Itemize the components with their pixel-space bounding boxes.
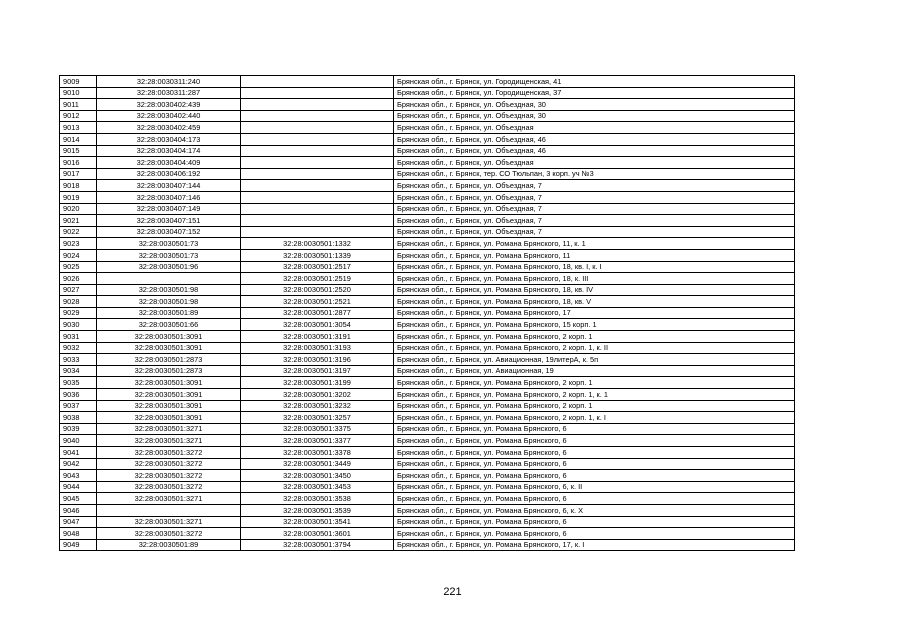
object-cadastral-number-cell — [241, 76, 394, 88]
address-cell: Брянская обл., г. Брянск, ул. Романа Брянского, 2 корп. 1 — [394, 331, 795, 343]
address-cell: Брянская обл., г. Брянск, ул. Романа Брянского, 6 — [394, 435, 795, 447]
row-number-cell: 9023 — [60, 238, 97, 250]
land-cadastral-number-cell: 32:28:0030501:3272 — [97, 458, 241, 470]
address-cell: Брянская обл., г. Брянск, ул. Авиационная, 19 — [394, 365, 795, 377]
land-cadastral-number-cell: 32:28:0030407:149 — [97, 203, 241, 215]
land-cadastral-number-cell: 32:28:0030501:96 — [97, 261, 241, 273]
row-number-cell: 9027 — [60, 284, 97, 296]
row-number-cell: 9020 — [60, 203, 97, 215]
land-cadastral-number-cell: 32:28:0030501:3272 — [97, 470, 241, 482]
row-number-cell: 9041 — [60, 447, 97, 459]
table-row — [60, 528, 795, 540]
object-cadastral-number-cell — [241, 226, 394, 238]
address-cell: Брянская обл., г. Брянск, ул. Объездная, 30 — [394, 99, 795, 111]
row-number-cell: 9010 — [60, 87, 97, 99]
address-cell: Брянская обл., г. Брянск, ул. Авиационная, 19литерА, к. 5п — [394, 354, 795, 366]
land-cadastral-number-cell: 32:28:0030501:2873 — [97, 354, 241, 366]
object-cadastral-number-cell — [241, 110, 394, 122]
object-cadastral-number-cell — [241, 133, 394, 145]
object-cadastral-number-cell — [241, 157, 394, 169]
registry-table-body — [60, 76, 795, 551]
object-cadastral-number-cell — [241, 215, 394, 227]
land-cadastral-number-cell: 32:28:0030501:98 — [97, 284, 241, 296]
table-row — [60, 481, 795, 493]
row-number-cell: 9012 — [60, 110, 97, 122]
land-cadastral-number-cell: 32:28:0030311:287 — [97, 87, 241, 99]
page-number: 221 — [443, 586, 462, 598]
object-cadastral-number-cell: 32:28:0030501:3794 — [241, 539, 394, 551]
land-cadastral-number-cell: 32:28:0030501:3271 — [97, 493, 241, 505]
table-row — [60, 342, 795, 354]
row-number-cell: 9040 — [60, 435, 97, 447]
row-number-cell: 9025 — [60, 261, 97, 273]
land-cadastral-number-cell: 32:28:0030407:146 — [97, 191, 241, 203]
table-row — [60, 180, 795, 192]
address-cell: Брянская обл., г. Брянск, ул. Объездная, 46 — [394, 133, 795, 145]
object-cadastral-number-cell: 32:28:0030501:3193 — [241, 342, 394, 354]
land-cadastral-number-cell — [97, 504, 241, 516]
land-cadastral-number-cell: 32:28:0030404:173 — [97, 133, 241, 145]
object-cadastral-number-cell: 32:28:0030501:3601 — [241, 528, 394, 540]
table-row — [60, 516, 795, 528]
table-row — [60, 377, 795, 389]
table-row — [60, 99, 795, 111]
table-row — [60, 145, 795, 157]
address-cell: Брянская обл., г. Брянск, ул. Романа Брянского, 2 корп. 1, к. II — [394, 342, 795, 354]
land-cadastral-number-cell: 32:28:0030311:240 — [97, 76, 241, 88]
row-number-cell: 9048 — [60, 528, 97, 540]
address-cell: Брянская обл., г. Брянск, ул. Романа Брянского, 11, к. 1 — [394, 238, 795, 250]
address-cell: Брянская обл., г. Брянск, ул. Романа Брянского, 17 — [394, 307, 795, 319]
address-cell: Брянская обл., г. Брянск, ул. Романа Брянского, 6 — [394, 470, 795, 482]
land-cadastral-number-cell: 32:28:0030501:3271 — [97, 516, 241, 528]
object-cadastral-number-cell: 32:28:0030501:3197 — [241, 365, 394, 377]
object-cadastral-number-cell: 32:28:0030501:3450 — [241, 470, 394, 482]
land-cadastral-number-cell: 32:28:0030402:440 — [97, 110, 241, 122]
row-number-cell: 9045 — [60, 493, 97, 505]
table-row — [60, 191, 795, 203]
object-cadastral-number-cell: 32:28:0030501:2520 — [241, 284, 394, 296]
object-cadastral-number-cell: 32:28:0030501:3377 — [241, 435, 394, 447]
object-cadastral-number-cell — [241, 180, 394, 192]
address-cell: Брянская обл., г. Брянск, ул. Объездная, 7 — [394, 215, 795, 227]
land-cadastral-number-cell: 32:28:0030402:439 — [97, 99, 241, 111]
row-number-cell: 9032 — [60, 342, 97, 354]
object-cadastral-number-cell: 32:28:0030501:3202 — [241, 389, 394, 401]
table-row — [60, 87, 795, 99]
address-cell: Брянская обл., г. Брянск, ул. Городищенская, 41 — [394, 76, 795, 88]
object-cadastral-number-cell — [241, 145, 394, 157]
row-number-cell: 9047 — [60, 516, 97, 528]
land-cadastral-number-cell: 32:28:0030501:3272 — [97, 481, 241, 493]
address-cell: Брянская обл., г. Брянск, ул. Романа Брянского, 17, к. I — [394, 539, 795, 551]
table-row — [60, 435, 795, 447]
row-number-cell: 9035 — [60, 377, 97, 389]
table-row — [60, 284, 795, 296]
object-cadastral-number-cell: 32:28:0030501:3257 — [241, 412, 394, 424]
object-cadastral-number-cell — [241, 87, 394, 99]
object-cadastral-number-cell: 32:28:0030501:3199 — [241, 377, 394, 389]
row-number-cell: 9024 — [60, 249, 97, 261]
registry-table — [59, 75, 795, 551]
row-number-cell: 9018 — [60, 180, 97, 192]
row-number-cell: 9017 — [60, 168, 97, 180]
object-cadastral-number-cell: 32:28:0030501:1339 — [241, 249, 394, 261]
address-cell: Брянская обл., г. Брянск, ул. Романа Брянского, 2 корп. 1, к. I — [394, 412, 795, 424]
land-cadastral-number-cell: 32:28:0030501:3091 — [97, 331, 241, 343]
address-cell: Брянская обл., г. Брянск, ул. Романа Брянского, 6 — [394, 493, 795, 505]
land-cadastral-number-cell: 32:28:0030501:66 — [97, 319, 241, 331]
table-row — [60, 261, 795, 273]
address-cell: Брянская обл., г. Брянск, ул. Романа Брянского, 6 — [394, 528, 795, 540]
row-number-cell: 9036 — [60, 389, 97, 401]
address-cell: Брянская обл., г. Брянск, ул. Романа Брянского, 2 корп. 1, к. 1 — [394, 389, 795, 401]
land-cadastral-number-cell: 32:28:0030501:73 — [97, 238, 241, 250]
land-cadastral-number-cell: 32:28:0030501:3091 — [97, 377, 241, 389]
row-number-cell: 9031 — [60, 331, 97, 343]
object-cadastral-number-cell — [241, 168, 394, 180]
object-cadastral-number-cell — [241, 122, 394, 134]
object-cadastral-number-cell: 32:28:0030501:1332 — [241, 238, 394, 250]
object-cadastral-number-cell: 32:28:0030501:2877 — [241, 307, 394, 319]
table-row — [60, 133, 795, 145]
row-number-cell: 9009 — [60, 76, 97, 88]
land-cadastral-number-cell: 32:28:0030407:152 — [97, 226, 241, 238]
table-row — [60, 249, 795, 261]
address-cell: Брянская обл., г. Брянск, ул. Городищенская, 37 — [394, 87, 795, 99]
address-cell: Брянская обл., г. Брянск, ул. Романа Брянского, 18, к. III — [394, 273, 795, 285]
table-row — [60, 319, 795, 331]
table-row — [60, 458, 795, 470]
row-number-cell: 9019 — [60, 191, 97, 203]
row-number-cell: 9029 — [60, 307, 97, 319]
land-cadastral-number-cell: 32:28:0030402:459 — [97, 122, 241, 134]
row-number-cell: 9033 — [60, 354, 97, 366]
row-number-cell: 9046 — [60, 504, 97, 516]
object-cadastral-number-cell: 32:28:0030501:3378 — [241, 447, 394, 459]
land-cadastral-number-cell: 32:28:0030501:3091 — [97, 342, 241, 354]
land-cadastral-number-cell: 32:28:0030501:3091 — [97, 400, 241, 412]
row-number-cell: 9043 — [60, 470, 97, 482]
row-number-cell: 9013 — [60, 122, 97, 134]
row-number-cell: 9039 — [60, 423, 97, 435]
row-number-cell: 9034 — [60, 365, 97, 377]
table-row — [60, 122, 795, 134]
row-number-cell: 9014 — [60, 133, 97, 145]
address-cell: Брянская обл., г. Брянск, ул. Романа Брянского, 2 корп. 1 — [394, 400, 795, 412]
address-cell: Брянская обл., г. Брянск, ул. Романа Брянского, 18, кв. I, к. I — [394, 261, 795, 273]
table-row — [60, 365, 795, 377]
address-cell: Брянская обл., г. Брянск, ул. Романа Брянского, 18, кв. V — [394, 296, 795, 308]
table-row — [60, 354, 795, 366]
row-number-cell: 9042 — [60, 458, 97, 470]
land-cadastral-number-cell: 32:28:0030501:3271 — [97, 435, 241, 447]
object-cadastral-number-cell: 32:28:0030501:3538 — [241, 493, 394, 505]
address-cell: Брянская обл., г. Брянск, ул. Романа Брянского, 6 — [394, 423, 795, 435]
object-cadastral-number-cell: 32:28:0030501:2519 — [241, 273, 394, 285]
object-cadastral-number-cell: 32:28:0030501:2517 — [241, 261, 394, 273]
address-cell: Брянская обл., г. Брянск, ул. Объездная, 7 — [394, 203, 795, 215]
land-cadastral-number-cell: 32:28:0030501:3091 — [97, 412, 241, 424]
address-cell: Брянская обл., г. Брянск, ул. Объездная, 46 — [394, 145, 795, 157]
row-number-cell: 9049 — [60, 539, 97, 551]
object-cadastral-number-cell: 32:28:0030501:3054 — [241, 319, 394, 331]
row-number-cell: 9038 — [60, 412, 97, 424]
row-number-cell: 9021 — [60, 215, 97, 227]
object-cadastral-number-cell: 32:28:0030501:2521 — [241, 296, 394, 308]
land-cadastral-number-cell: 32:28:0030501:2873 — [97, 365, 241, 377]
table-row — [60, 110, 795, 122]
table-row — [60, 504, 795, 516]
object-cadastral-number-cell — [241, 191, 394, 203]
land-cadastral-number-cell: 32:28:0030501:98 — [97, 296, 241, 308]
land-cadastral-number-cell: 32:28:0030404:409 — [97, 157, 241, 169]
table-row — [60, 307, 795, 319]
row-number-cell: 9015 — [60, 145, 97, 157]
address-cell: Брянская обл., г. Брянск, ул. Романа Брянского, 2 корп. 1 — [394, 377, 795, 389]
object-cadastral-number-cell: 32:28:0030501:3375 — [241, 423, 394, 435]
object-cadastral-number-cell: 32:28:0030501:3196 — [241, 354, 394, 366]
address-cell: Брянская обл., г. Брянск, тер. СО Тюльпан, 3 корп. уч №3 — [394, 168, 795, 180]
object-cadastral-number-cell: 32:28:0030501:3232 — [241, 400, 394, 412]
object-cadastral-number-cell — [241, 99, 394, 111]
address-cell: Брянская обл., г. Брянск, ул. Романа Брянского, 15 корп. 1 — [394, 319, 795, 331]
row-number-cell: 9026 — [60, 273, 97, 285]
land-cadastral-number-cell: 32:28:0030501:89 — [97, 307, 241, 319]
land-cadastral-number-cell: 32:28:0030407:144 — [97, 180, 241, 192]
land-cadastral-number-cell: 32:28:0030501:89 — [97, 539, 241, 551]
table-row — [60, 331, 795, 343]
row-number-cell: 9016 — [60, 157, 97, 169]
object-cadastral-number-cell — [241, 203, 394, 215]
table-row — [60, 493, 795, 505]
address-cell: Брянская обл., г. Брянск, ул. Объездная — [394, 122, 795, 134]
address-cell: Брянская обл., г. Брянск, ул. Романа Брянского, 6 — [394, 447, 795, 459]
address-cell: Брянская обл., г. Брянск, ул. Романа Брянского, 6 — [394, 516, 795, 528]
table-row — [60, 215, 795, 227]
land-cadastral-number-cell: 32:28:0030407:151 — [97, 215, 241, 227]
table-row — [60, 226, 795, 238]
object-cadastral-number-cell: 32:28:0030501:3453 — [241, 481, 394, 493]
table-row — [60, 157, 795, 169]
address-cell: Брянская обл., г. Брянск, ул. Романа Брянского, 6, к. Х — [394, 504, 795, 516]
table-row — [60, 539, 795, 551]
land-cadastral-number-cell: 32:28:0030406:192 — [97, 168, 241, 180]
table-row — [60, 168, 795, 180]
table-row — [60, 400, 795, 412]
row-number-cell: 9011 — [60, 99, 97, 111]
row-number-cell: 9022 — [60, 226, 97, 238]
table-row — [60, 238, 795, 250]
table-row — [60, 447, 795, 459]
object-cadastral-number-cell: 32:28:0030501:3539 — [241, 504, 394, 516]
table-row — [60, 389, 795, 401]
address-cell: Брянская обл., г. Брянск, ул. Романа Брянского, 18, кв. IV — [394, 284, 795, 296]
table-row — [60, 470, 795, 482]
land-cadastral-number-cell: 32:28:0030501:3091 — [97, 389, 241, 401]
row-number-cell: 9044 — [60, 481, 97, 493]
object-cadastral-number-cell: 32:28:0030501:3541 — [241, 516, 394, 528]
address-cell: Брянская обл., г. Брянск, ул. Романа Брянского, 6 — [394, 458, 795, 470]
address-cell: Брянская обл., г. Брянск, ул. Романа Брянского, 6, к. II — [394, 481, 795, 493]
land-cadastral-number-cell: 32:28:0030501:3271 — [97, 423, 241, 435]
address-cell: Брянская обл., г. Брянск, ул. Объездная, 7 — [394, 180, 795, 192]
address-cell: Брянская обл., г. Брянск, ул. Романа Брянского, 11 — [394, 249, 795, 261]
address-cell: Брянская обл., г. Брянск, ул. Объездная — [394, 157, 795, 169]
row-number-cell: 9028 — [60, 296, 97, 308]
table-row — [60, 296, 795, 308]
address-cell: Брянская обл., г. Брянск, ул. Объездная, 30 — [394, 110, 795, 122]
table-row — [60, 76, 795, 88]
object-cadastral-number-cell: 32:28:0030501:3191 — [241, 331, 394, 343]
row-number-cell: 9030 — [60, 319, 97, 331]
land-cadastral-number-cell: 32:28:0030501:3272 — [97, 447, 241, 459]
object-cadastral-number-cell: 32:28:0030501:3449 — [241, 458, 394, 470]
table-row — [60, 273, 795, 285]
table-row — [60, 423, 795, 435]
table-row — [60, 412, 795, 424]
row-number-cell: 9037 — [60, 400, 97, 412]
land-cadastral-number-cell — [97, 273, 241, 285]
land-cadastral-number-cell: 32:28:0030404:174 — [97, 145, 241, 157]
land-cadastral-number-cell: 32:28:0030501:3272 — [97, 528, 241, 540]
address-cell: Брянская обл., г. Брянск, ул. Объездная, 7 — [394, 191, 795, 203]
address-cell: Брянская обл., г. Брянск, ул. Объездная, 7 — [394, 226, 795, 238]
land-cadastral-number-cell: 32:28:0030501:73 — [97, 249, 241, 261]
table-row — [60, 203, 795, 215]
